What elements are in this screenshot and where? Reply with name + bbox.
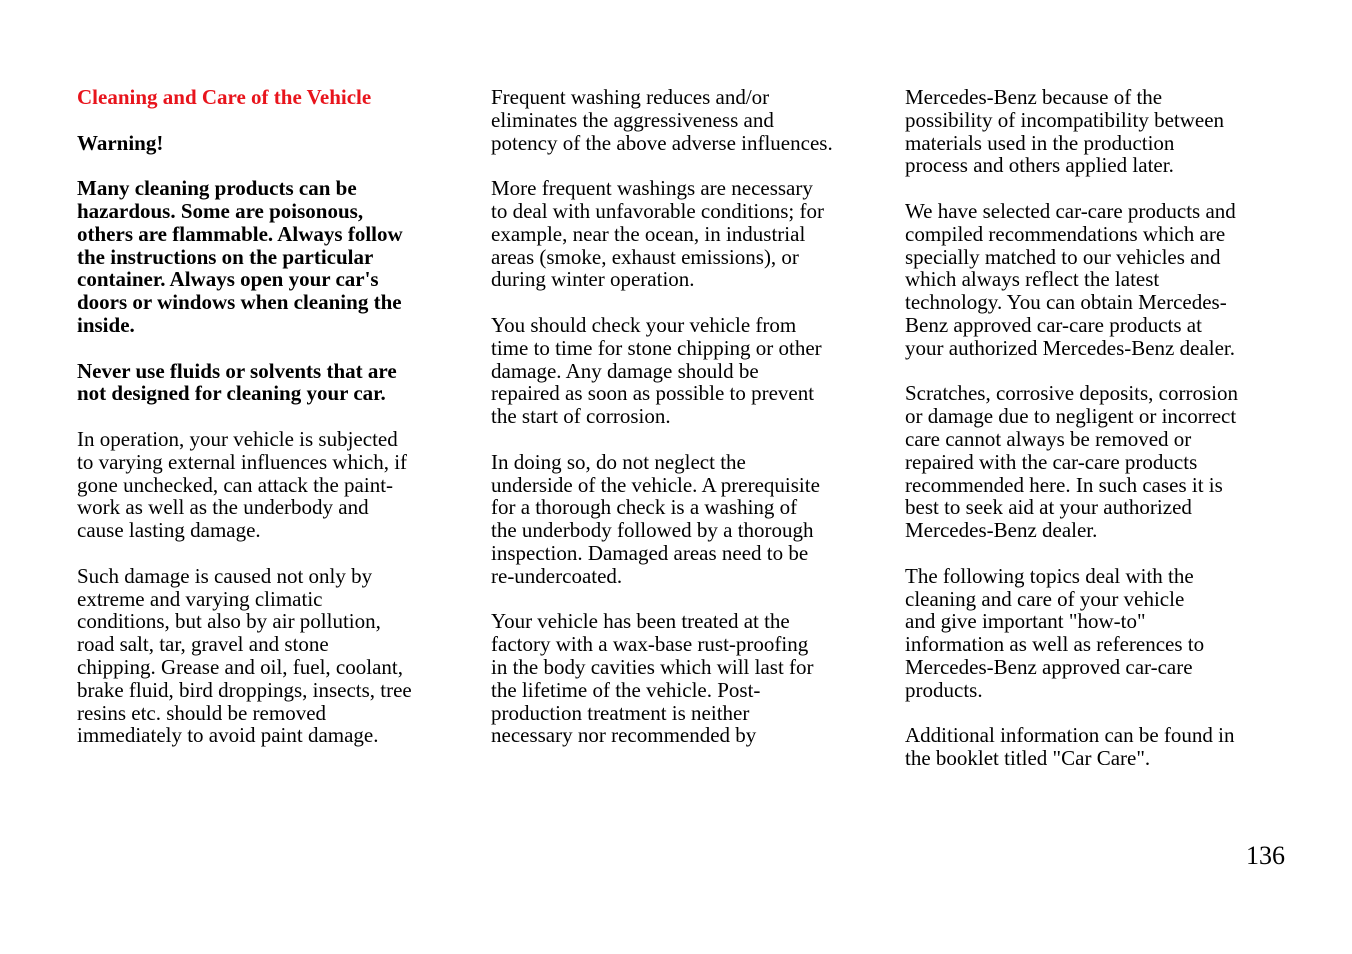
text-line: production treatment is neither [491,700,750,725]
text-line: repaired with the car-care products [905,449,1198,474]
warning-paragraph [77,177,449,337]
text-line: to varying external influences which, if [77,449,408,474]
paragraph [905,565,1285,702]
text-line: In operation, your vehicle is subjected [77,426,398,451]
text-line: You should check your vehicle from [491,312,797,337]
text-line: The following topics deal with the [905,563,1194,588]
text-line: conditions, but also by air pollution, [77,609,381,634]
text-line: eliminates the aggressiveness and [491,107,774,132]
text-line: inside. [77,312,135,337]
paragraph [491,177,871,291]
text-line: Your vehicle has been treated at the [491,609,790,634]
text-line: road salt, tar, gravel and stone [77,632,329,657]
text-line: factory with a wax-base rust-proofing [491,632,809,657]
text-line: cleaning and care of your vehicle [905,586,1185,611]
text-line: technology. You can obtain Mercedes- [905,290,1227,315]
paragraph [77,428,449,542]
paragraph [905,86,1285,177]
text-line: Scratches, corrosive deposits, corrosion [905,381,1238,406]
text-line: Mercedes-Benz because of the [905,85,1163,109]
text-line: the lifetime of the vehicle. Post- [491,677,761,702]
left-column [77,86,449,770]
text-line: hazardous. Some are poisonous, [77,198,364,223]
text-line: the instructions on the particular [77,244,374,269]
paragraph [77,565,449,747]
text-line: best to seek aid at your authorized [905,495,1192,520]
paragraph [905,382,1285,542]
text-line: Frequent washing reduces and/or [491,85,770,109]
text-line: recommended here. In such cases it is [905,472,1223,497]
paragraph [491,610,871,747]
text-line: areas (smoke, exhaust emissions), or [491,244,799,269]
text-line: to deal with unfavorable conditions; for [491,198,824,223]
text-line: specially matched to our vehicles and [905,244,1221,269]
text-line: products. [905,677,983,702]
text-line: your authorized Mercedes-Benz dealer. [905,335,1236,360]
text-line: care cannot always be removed or [905,426,1192,451]
text-line: materials used in the production [905,130,1175,155]
text-line: Mercedes-Benz dealer. [905,518,1098,543]
page-number: 136 [1246,841,1285,870]
text-line: chipping. Grease and oil, fuel, coolant, [77,654,403,679]
text-line: Mercedes-Benz approved car-care [905,654,1193,679]
text-line: not designed for cleaning your car. [77,381,386,406]
text-line: Never use fluids or solvents that are [77,358,397,383]
text-line: potency of the above adverse influences. [491,130,833,155]
text-line: resins etc. should be removed [77,700,327,725]
text-line: during winter operation. [491,267,695,292]
text-line: and give important "how-to" [905,609,1146,634]
text-line: brake fluid, bird droppings, insects, tree [77,677,412,702]
text-line: time to time for stone chipping or other [491,335,822,360]
text-line: information as well as references to [905,632,1205,657]
text-line: re-undercoated. [491,563,623,588]
text-line: inspection. Damaged areas need to be [491,540,809,565]
text-line: the start of corrosion. [491,404,671,429]
text-line: work as well as the underbody and [77,495,369,520]
text-line: damage. Any damage should be [491,358,759,383]
text-line: the booklet titled "Car Care". [905,746,1151,771]
text-line: In doing so, do not neglect the [491,449,746,474]
text-line: container. Always open your car's [77,267,379,292]
text-line: Cleaning and Care of the Vehicle [77,85,372,109]
paragraph [491,314,871,428]
text-line: the underbody followed by a thorough [491,518,814,543]
text-line: process and others applied later. [905,153,1174,178]
text-line: cause lasting damage. [77,518,261,543]
text-line: for a thorough check is a washing of [491,495,798,520]
text-line: More frequent washings are necessary [491,176,813,201]
text-line: or damage due to negligent or incorrect [905,404,1237,429]
text-line: underside of the vehicle. A prerequisite [491,472,820,497]
warning-paragraph [77,360,449,406]
paragraph [491,86,871,154]
text-line: Many cleaning products can be [77,176,357,201]
paragraph [905,200,1285,360]
text-line: Warning! [77,130,164,155]
text-line: immediately to avoid paint damage. [77,723,379,748]
text-line: Benz approved car-care products at [905,312,1202,337]
text-line: extreme and varying climatic [77,586,323,611]
text-line: example, near the ocean, in industrial [491,221,806,246]
text-line: necessary nor recommended by [491,723,757,748]
text-line: others are flammable. Always follow [77,221,403,246]
paragraph [905,724,1285,770]
text-line: Such damage is caused not only by [77,563,373,588]
text-line: which always reflect the latest [905,267,1160,292]
text-line: Additional information can be found in [905,723,1235,748]
paragraph [491,451,871,588]
text-line: We have selected car-care products and [905,198,1236,223]
text-line: compiled recommendations which are [905,221,1226,246]
text-line: doors or windows when cleaning the [77,290,402,315]
text-line: in the body cavities which will last for [491,654,814,679]
section-title [77,86,449,109]
text-line: repaired as soon as possible to prevent [491,381,815,406]
text-line: possibility of incompatibility between [905,107,1225,132]
warning-paragraph [77,132,449,155]
right-column [905,86,1285,793]
middle-column [491,86,871,770]
text-line: gone unchecked, can attack the paint- [77,472,394,497]
